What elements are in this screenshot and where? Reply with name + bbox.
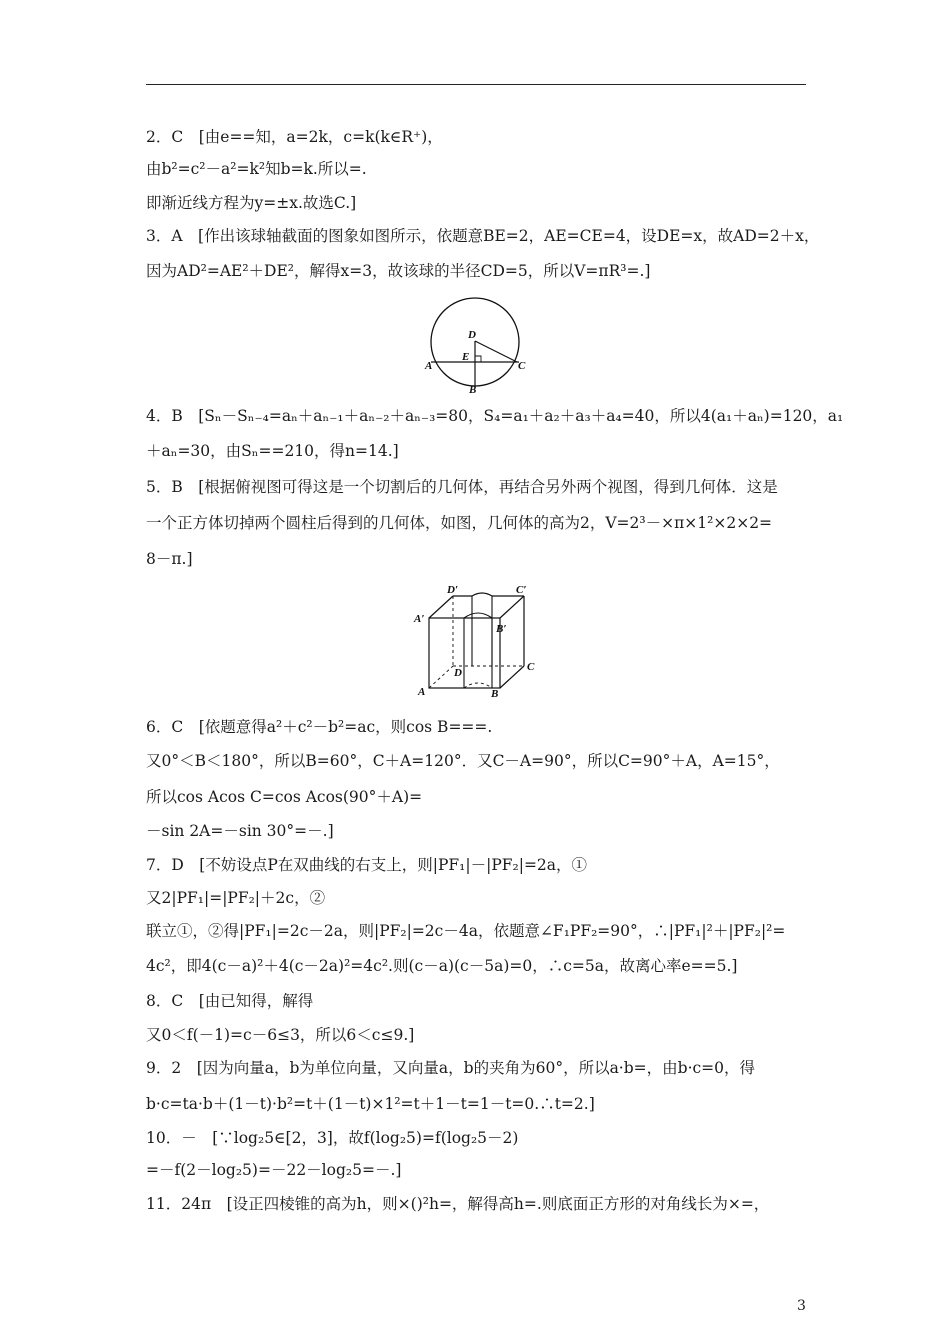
text-line: 9．2 [因为向量a，b为单位向量，又向量a，b的夹角为60°，所以a·b=，由b·c=0，得 [146, 1059, 756, 1077]
text-line: －sin 2A=－sin 30°=－.] [146, 822, 334, 840]
text-line: 8．C [由已知得，解得 [146, 992, 314, 1010]
text-line: 因为AD²=AE²＋DE²，解得x=3，故该球的半径CD=5，所以V=πR³=.] [146, 262, 651, 280]
text-line: b·c=ta·b＋(1－t)·b²=t＋(1－t)×1²=t＋1－t=1－t=0.∴t=2.] [146, 1095, 595, 1113]
label-C: C [518, 360, 526, 372]
label-C-prime: C′ [516, 584, 527, 596]
text-line: 联立①，②得|PF₁|=2c－2a，则|PF₂|=2c－4a，依题意∠F₁PF₂=90°，∴|PF₁|²＋|PF₂|²= [146, 922, 786, 940]
text-line: 5．B [根据俯视图可得这是一个切割后的几何体，再结合另外两个视图，得到几何体．这是 [146, 478, 778, 496]
label-C: C [527, 661, 535, 673]
label-B-prime: B′ [496, 623, 507, 635]
label-B: B [491, 688, 499, 700]
label-D: D [454, 667, 462, 679]
label-A: A [425, 360, 433, 372]
text-line: 4．B [Sₙ－Sₙ₋₄=aₙ＋aₙ₋₁＋aₙ₋₂＋aₙ₋₃=80，S₄=a₁＋a₂＋a₃＋a₄=40，所以4(a₁＋aₙ)=120，a₁ [146, 407, 844, 425]
text-line: 4c²，即4(c－a)²＋4(c－2a)²=4c².则(c－a)(c－5a)=0，∴c=5a，故离心率e==5.] [146, 957, 738, 975]
text-line: 又0＜f(－1)=c－6≤3，所以6＜c≤9.] [146, 1026, 415, 1044]
text-line: 8－π.] [146, 550, 193, 568]
text-line: 6．C [依题意得a²＋c²－b²=ac，则cos B===. [146, 718, 493, 736]
page-number: 3 [797, 1298, 806, 1314]
header-rule [146, 84, 806, 85]
label-D: D [468, 329, 476, 341]
text-line: 所以cos Acos C=cos Acos(90°＋A)= [146, 788, 423, 806]
text-line: =－f(2－log₂5)=－22－log₂5=－.] [146, 1161, 402, 1179]
label-D-prime: D′ [447, 584, 459, 596]
text-line: 又2|PF₁|=|PF₂|＋2c，② [146, 889, 326, 907]
text-line: 7．D [不妨设点P在双曲线的右支上，则|PF₁|－|PF₂|=2a，① [146, 856, 588, 874]
text-line: 又0°＜B＜180°，所以B=60°，C＋A=120°．又C－A=90°，所以C=90°＋A，A=15°， [146, 752, 780, 770]
text-line: 10．－ [∵log₂5∈[2，3]，故f(log₂5)=f(log₂5－2) [146, 1129, 519, 1147]
text-line: 由b²=c²－a²=k²知b=k.所以=. [146, 160, 367, 178]
label-A: A [418, 686, 426, 698]
text-line: ＋aₙ=30，由Sₙ==210，得n=14.] [146, 442, 399, 460]
text-line: 2．C [由e==知，a=2k，c=k(k∈R⁺)， [146, 128, 443, 146]
text-line: 即渐近线方程为y=±x.故选C.] [146, 194, 357, 212]
cut-cube-figure [412, 584, 542, 702]
text-line: 3．A [作出该球轴截面的图象如图所示，依题意BE=2，AE=CE=4，设DE=x，故AD=2＋x， [146, 227, 820, 245]
label-E: E [462, 351, 470, 363]
text-line: 一个正方体切掉两个圆柱后得到的几何体，如图，几何体的高为2，V=2³－×π×1²×2×2= [146, 514, 773, 532]
label-B: B [469, 384, 477, 395]
label-A-prime: A′ [414, 613, 425, 625]
sphere-section-figure [420, 293, 532, 395]
text-line: 11．24π [设正四棱锥的高为h，则×()²h=，解得高h=.则底面正方形的对角线长为×=， [146, 1195, 770, 1213]
